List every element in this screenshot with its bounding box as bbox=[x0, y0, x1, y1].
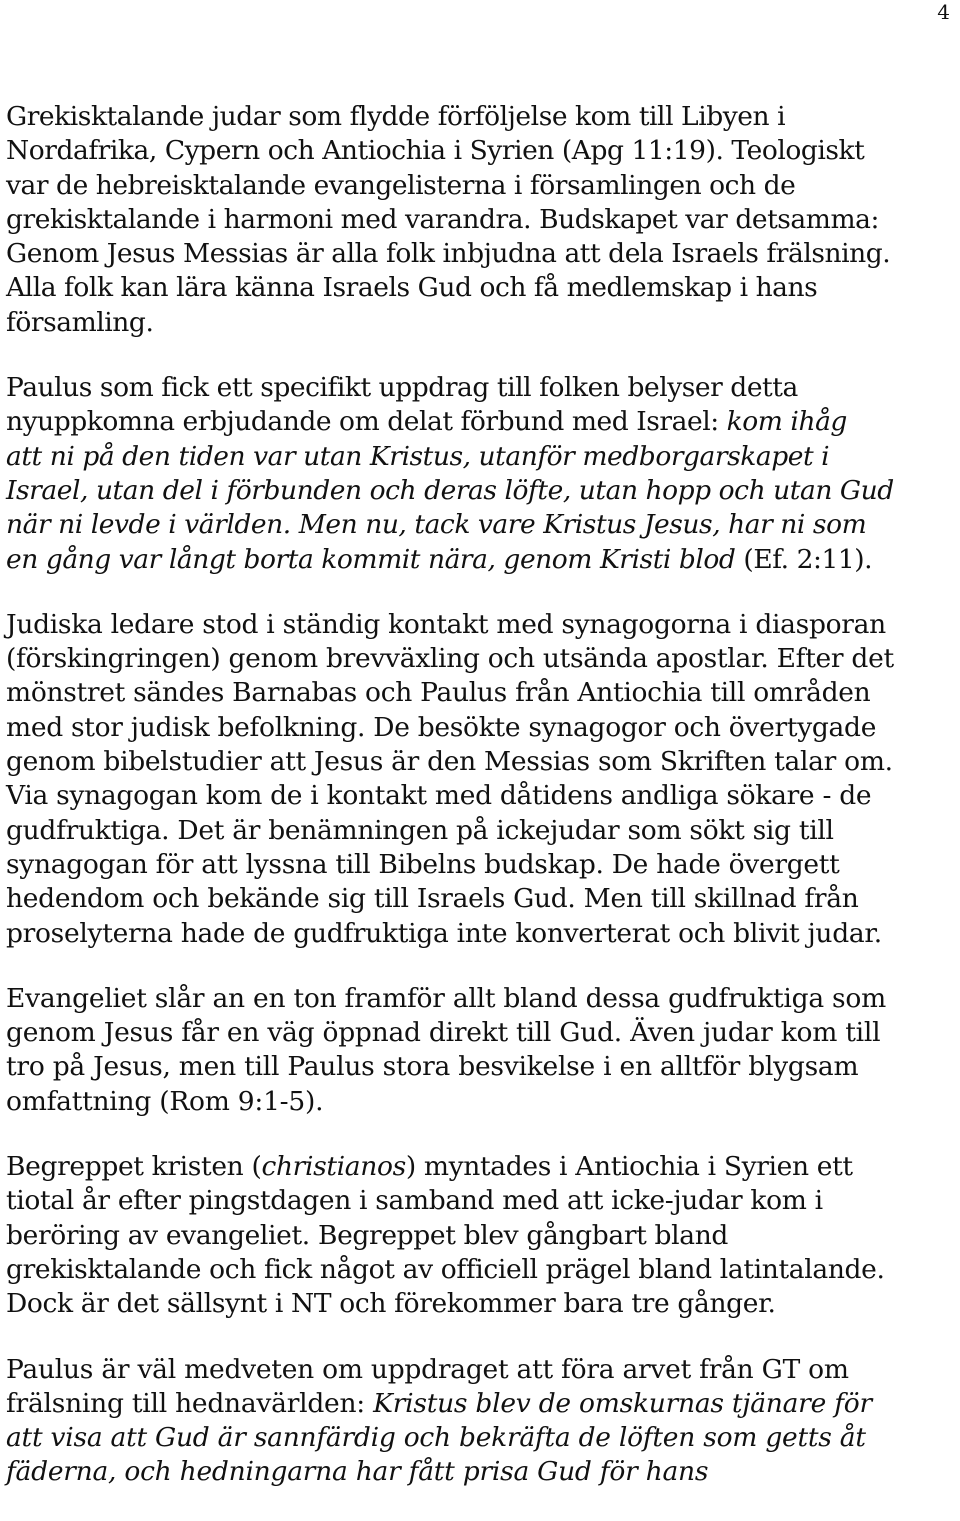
text-line: Paulus som fick ett specifikt uppdrag till folken belyser detta bbox=[6, 372, 798, 404]
text-run: frälsning till hednavärlden: bbox=[6, 1387, 374, 1419]
text-line: grekisktalande och fick något av officiell prägel bland latintalande. bbox=[6, 1253, 885, 1285]
text-line: mönstret sändes Barnabas och Paulus från Antiochia till områden bbox=[6, 677, 871, 709]
bible-quote-line: Israel, utan del i förbunden och deras löfte, utan hopp och utan Gud bbox=[6, 474, 894, 506]
text-line bbox=[6, 1150, 956, 1184]
text-line: tiotal år efter pingstdagen i samband med att icke-judar kom i bbox=[6, 1185, 823, 1217]
paragraph-4 bbox=[6, 982, 956, 1119]
bible-quote-line: att ni på den tiden var utan Kristus, utanför medborgarskapet i bbox=[6, 440, 830, 472]
text-line: Alla folk kan lära känna Israels Gud och få medlemskap i hans bbox=[6, 272, 818, 304]
text-run: nyuppkomna erbjudande om delat förbund med Israel: bbox=[6, 406, 727, 438]
text-line: församling. bbox=[6, 306, 154, 338]
paragraph-1 bbox=[6, 100, 956, 340]
text-line: beröring av evangeliet. Begreppet blev gångbart bland bbox=[6, 1219, 729, 1251]
text-line: Judiska ledare stod i ständig kontakt med synagogorna i diasporan bbox=[6, 608, 886, 640]
text-run: ) myntades i Antiochia i Syrien ett bbox=[405, 1151, 853, 1183]
text-line: gudfruktiga. Det är benämningen på ickejudar som sökt sig till bbox=[6, 814, 834, 846]
text-run: Begreppet kristen ( bbox=[6, 1151, 262, 1183]
text-line: Paulus är väl medveten om uppdraget att föra arvet från GT om bbox=[6, 1353, 849, 1385]
paragraph-2 bbox=[6, 371, 956, 577]
text-line: synagogan för att lyssna till Bibelns budskap. De hade övergett bbox=[6, 848, 840, 880]
paragraph-5 bbox=[6, 1150, 956, 1321]
text-line: Grekisktalande judar som flydde förföljelse kom till Libyen i bbox=[6, 101, 786, 132]
text-line: omfattning (Rom 9:1-5). bbox=[6, 1085, 324, 1117]
bible-reference: (Ef. 2:11). bbox=[735, 543, 873, 575]
greek-term: christianos bbox=[261, 1151, 406, 1183]
bible-quote: en gång var långt borta kommit nära, genom Kristi blod bbox=[6, 543, 736, 575]
text-line: grekisktalande i harmoni med varandra. Budskapet var detsamma: bbox=[6, 203, 879, 235]
text-line: tro på Jesus, men till Paulus stora besvikelse i en alltför blygsam bbox=[6, 1051, 859, 1083]
bible-quote: kom ihåg bbox=[726, 406, 847, 438]
document-body bbox=[6, 100, 956, 1521]
text-line: genom bibelstudier att Jesus är den Messias som Skriften talar om. bbox=[6, 746, 893, 778]
text-line: Nordafrika, Cypern och Antiochia i Syrien (Apg 11:19). Teologiskt bbox=[6, 135, 865, 167]
bible-quote-line: att visa att Gud är sannfärdig och bekräfta de löften som getts åt bbox=[6, 1422, 866, 1454]
text-line: Dock är det sällsynt i NT och förekommer bara tre gånger. bbox=[6, 1288, 776, 1320]
paragraph-6 bbox=[6, 1353, 956, 1490]
bible-quote-line: fäderna, och hedningarna har fått prisa Gud för hans bbox=[6, 1456, 709, 1488]
text-line: var de hebreisktalande evangelisterna i församlingen och de bbox=[6, 169, 796, 201]
paragraph-3 bbox=[6, 608, 956, 951]
text-line: genom Jesus får en väg öppnad direkt till Gud. Även judar kom till bbox=[6, 1017, 881, 1049]
page-number: 4 bbox=[937, 0, 950, 24]
text-line: (förskingringen) genom brevväxling och utsända apostlar. Efter det bbox=[6, 643, 894, 675]
text-line: med stor judisk befolkning. De besökte synagogor och övertygade bbox=[6, 711, 877, 743]
text-line: Evangeliet slår an en ton framför allt bland dessa gudfruktiga som bbox=[6, 982, 886, 1014]
text-line bbox=[6, 1387, 956, 1421]
text-line: proselyterna hade de gudfruktiga inte konverterat och blivit judar. bbox=[6, 917, 882, 949]
text-line bbox=[6, 405, 956, 439]
text-line: Genom Jesus Messias är alla folk inbjudna att dela Israels frälsning. bbox=[6, 238, 891, 270]
bible-quote-line: när ni levde i världen. Men nu, tack vare Kristus Jesus, har ni som bbox=[6, 509, 867, 541]
text-line bbox=[6, 543, 956, 577]
bible-quote: Kristus blev de omskurnas tjänare för bbox=[373, 1387, 872, 1419]
text-line: hedendom och bekände sig till Israels Gud. Men till skillnad från bbox=[6, 883, 859, 915]
text-line: Via synagogan kom de i kontakt med dåtidens andliga sökare - de bbox=[6, 780, 872, 812]
